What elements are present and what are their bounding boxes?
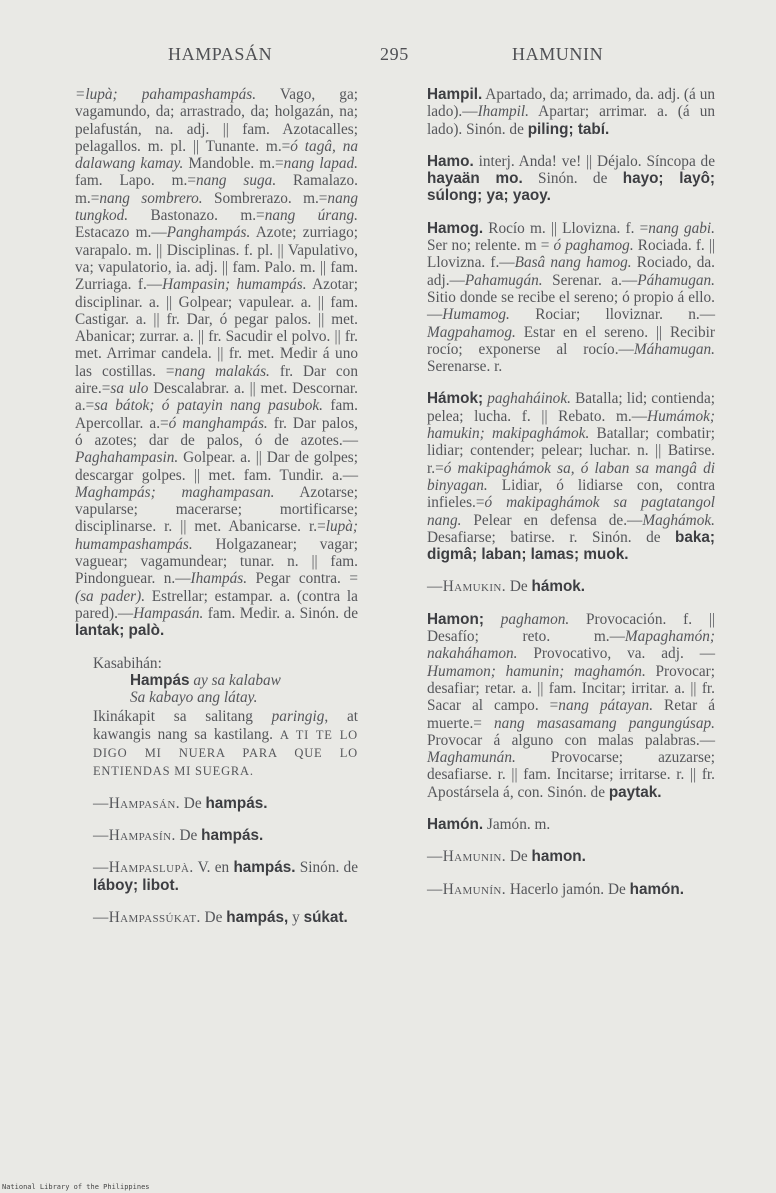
entry-text: Rocío m. || Llovizna. f. = bbox=[483, 219, 649, 237]
cross-reference: paytak. bbox=[608, 783, 662, 801]
entry-text: nang lapad. bbox=[283, 155, 358, 173]
entry-text: Magpahamog. bbox=[427, 323, 516, 341]
entry-text: Holgazanear; vagar; vaguear; vagamundear; tunar. n. || fam. Pindonguear. n.— bbox=[75, 535, 358, 588]
entry-text: fam. Lapo. m.= bbox=[75, 172, 196, 190]
entry-text: Provocación. f. || Desafío; reto. m.— bbox=[427, 610, 715, 646]
entry-text: Maghamunán. bbox=[427, 749, 516, 767]
entry-text: Rociada. f. || Llovizna. f.— bbox=[427, 237, 715, 272]
left-column bbox=[75, 86, 358, 941]
entry-text: Serenar. a.— bbox=[542, 271, 638, 289]
cross-reference: hayo; layô; súlong; ya; yaoy. bbox=[427, 170, 716, 205]
cross-reference: láboy; libot. bbox=[93, 876, 179, 894]
entry-text: Panghampás. bbox=[166, 224, 251, 242]
entry-text: nang suga. bbox=[195, 172, 277, 190]
right-column bbox=[409, 86, 715, 913]
headword: Hámok; bbox=[427, 390, 484, 408]
headword: —Hampasán. bbox=[93, 794, 180, 812]
entry-text: De bbox=[200, 908, 227, 926]
entry-text: nang gabi. bbox=[648, 219, 715, 237]
headword: —Hamunín. bbox=[427, 880, 506, 898]
entry-text: Pelear en defensa de.— bbox=[461, 511, 643, 529]
entry-text: Jamón. m. bbox=[483, 815, 551, 833]
entry-text: ó tagâ, na dalawang kamay. bbox=[75, 137, 358, 173]
entry-text: Sombrerazo. m.= bbox=[202, 189, 328, 207]
entry-text: De bbox=[175, 826, 202, 844]
entry-text: nang malakás. bbox=[174, 362, 270, 380]
cross-reference: hampás, bbox=[226, 908, 289, 926]
entry-text: Batallar; combatir; lidiar; contender; pelear; luchar. n. || Batirse. r.= bbox=[427, 425, 715, 477]
running-header-right: HAMUNIN bbox=[512, 44, 604, 64]
entry-text: Humamon; hamunin; maghamón. bbox=[427, 662, 646, 680]
entry-hamon bbox=[409, 611, 715, 801]
entry-text: nang pátayan. bbox=[558, 697, 654, 715]
entry-hamok bbox=[409, 390, 715, 563]
entry-text: Retar á muerte.= bbox=[427, 697, 715, 732]
entry-text: ó makipaghámok sa, ó laban sa mangâ di binyagan. bbox=[427, 459, 715, 494]
entry-text: y bbox=[288, 908, 304, 926]
entry-hamukin bbox=[409, 578, 715, 595]
entry-text: Pegar contra. = bbox=[247, 570, 358, 588]
entry-text: fr. Dar con aire.= bbox=[75, 362, 358, 398]
entry-text: nang sombrero. bbox=[99, 189, 203, 207]
entry-hamon-jamon bbox=[409, 816, 715, 833]
entry-text: Descalabrar. a. || met. Descornar. a.= bbox=[75, 380, 359, 415]
cross-reference: lantak; palò. bbox=[75, 622, 165, 640]
entry-hamo bbox=[409, 153, 715, 205]
headword: Hamon; bbox=[427, 610, 484, 628]
entry-hampasan bbox=[75, 795, 358, 812]
entry-text: Batalla; lid; contienda; pelea; lucha. f. || Rebato. m.— bbox=[427, 390, 715, 425]
entry-text: Apartado, da; arrimado, da. adj. (á un lado).— bbox=[427, 86, 715, 121]
library-watermark: National Library of the Philippines bbox=[2, 1183, 150, 1191]
entry-text: fr. Dar palos, ó azotes; dar de palos, ó de azotes.— bbox=[75, 414, 358, 449]
entry-text: De bbox=[179, 794, 206, 812]
entry-text: Provocarse; azuzarse; desafiarse. r. || fam. Incitarse; irritarse. r. || fr. Apostársela á, con. Sinón. de bbox=[427, 749, 715, 801]
cross-reference: hayaän mo. bbox=[427, 170, 523, 188]
entry-text: Hampasán. bbox=[133, 604, 204, 622]
entry-text: Provocativo, va. adj. — bbox=[517, 645, 715, 663]
entry-text: ó makipaghámok sa pagtatangol nang. bbox=[427, 494, 715, 529]
entry-text: fam. Apercollar. a.= bbox=[75, 397, 358, 432]
entry-hampasin bbox=[75, 827, 358, 844]
entry-hamog bbox=[409, 220, 715, 376]
entry-text: Lidiar, ó lidiarse con, contra infieles.= bbox=[427, 476, 715, 512]
entry-text: Ihampil. bbox=[477, 103, 529, 121]
entry-text: Paghahampasin. bbox=[75, 449, 179, 467]
entry-text: nang masasamang pangungúsap. bbox=[494, 714, 715, 732]
cross-reference: hamón. bbox=[629, 880, 684, 898]
entry-text: Máhamugan. bbox=[633, 340, 715, 358]
entry-text: Hampasin; humampás. bbox=[162, 276, 307, 294]
entry-hamunin-accented bbox=[409, 881, 715, 898]
entry-text: Estar en el sereno. || Recibir rocío; exponerse al rocío.— bbox=[427, 323, 715, 358]
headword: —Hamukin. bbox=[427, 578, 506, 596]
entry-text: Vago, ga; vagamundo, da; arrastrado, da; holgazán, na; pelafustán, na. adj. || fam. Azotacalles; pelagallos. m. pl. || Tunante. m.= bbox=[75, 86, 358, 155]
entry-text: Páhamugan. bbox=[637, 271, 715, 289]
entry-hampaslupa bbox=[75, 859, 358, 894]
proverb-label: Kasabihán: bbox=[93, 654, 162, 672]
entry-text: Rociar; lloviznar. n.— bbox=[509, 306, 715, 324]
entry-text: paghamon. bbox=[483, 610, 570, 628]
cross-reference: hámok. bbox=[531, 578, 586, 596]
entry-text: nang tungkod. bbox=[75, 189, 359, 225]
entry-text: Apartar; arrimar. a. (á un lado). Sinón. de bbox=[427, 103, 715, 138]
page-number: 295 bbox=[380, 44, 409, 64]
entry-text: Pahamugán. bbox=[464, 271, 543, 289]
entry-text: Desafiarse; batirse. r. Sinón. de bbox=[427, 528, 676, 546]
entry-text: De bbox=[506, 578, 532, 596]
proverb-text: ay sa kalabaw bbox=[189, 671, 281, 689]
entry-text: sa ulo bbox=[110, 380, 149, 398]
headword: —Hampasín. bbox=[93, 826, 176, 844]
headword: —Hampassúkat. bbox=[93, 908, 201, 926]
proverb-headword: Hampás bbox=[130, 671, 190, 689]
entry-text: nang úrang. bbox=[264, 207, 358, 225]
proverb-line-1 bbox=[75, 672, 358, 689]
entry-text: ó manghampás. bbox=[168, 414, 268, 432]
headword: Hamón. bbox=[427, 815, 484, 833]
entry-text: Maghámok. bbox=[642, 511, 715, 529]
entry-text: Humámok; hamukin; makipaghámok. bbox=[427, 407, 715, 443]
headword: Hamog. bbox=[427, 219, 484, 237]
entry-text: Bastonazo. m.= bbox=[128, 207, 265, 225]
entry-text: De bbox=[506, 848, 532, 866]
entry-text: Mapaghamón; nakaháhamon. bbox=[427, 628, 715, 663]
entry-text: =lupà; pahampashampás. bbox=[75, 86, 257, 103]
entry-text: Provocar; desafiar; retar. a. || fam. Incitar; irritar. a. || fr. Sacar al campo. = bbox=[427, 662, 716, 715]
entry-text: V. en bbox=[193, 859, 234, 877]
entry-text: ó paghamog. bbox=[553, 237, 634, 255]
entry-hampassukat bbox=[75, 909, 358, 926]
cross-reference: hampás. bbox=[201, 826, 264, 844]
entry-text: Azote; zurriago; varapalo. m. || Disciplinas. f. pl. || Vapulativo, va; vapulatorio, ia. adj. || fam. Palo. m. || fam. Zurriaga. f.— bbox=[75, 224, 358, 294]
cross-reference: piling; tabí. bbox=[527, 120, 610, 138]
entry-text: Estrellar; estampar. a. (contra la pared).— bbox=[75, 587, 358, 622]
running-header-left: HAMPASÁN bbox=[168, 44, 273, 64]
entry-text: Ihampás. bbox=[190, 570, 248, 588]
entry-text: fam. Medir. a. Sinón. de bbox=[203, 604, 358, 622]
entry-text: paringig bbox=[271, 708, 325, 726]
cross-reference: hampás. bbox=[205, 794, 268, 812]
headword: Hampil. bbox=[427, 86, 483, 103]
entry-text: Serenarse. r. bbox=[427, 358, 503, 376]
entry-text: Rociado, da. adj.— bbox=[427, 254, 715, 289]
spanish-equivalent: A TI TE LO DIGO MI NUERA PARA QUE LO ENTIENDAS MI SUEGRA. bbox=[93, 727, 358, 778]
entry-text: lupà; humampashampás. bbox=[75, 518, 358, 553]
entry-text: Mandoble. m.= bbox=[183, 155, 284, 173]
entry-text: Ramalazo. m.= bbox=[75, 172, 358, 207]
entry-text: Sitio donde se recibe el sereno; ó propio á ello.— bbox=[427, 288, 715, 324]
entry-text: Ikinákapit sa salitang bbox=[93, 708, 272, 726]
entry-text: Hacerlo jamón. De bbox=[506, 880, 630, 898]
cross-reference: súkat. bbox=[303, 908, 348, 926]
entry-text: Basâ nang hamog. bbox=[514, 254, 632, 272]
entry-text: Azotarse; vapularse; macerarse; mortificarse; disciplinarse. r. || met. Abanicarse. r.= bbox=[75, 483, 358, 536]
headword: —Hamunin. bbox=[427, 848, 506, 866]
entry-text: Golpear. a. || Dar de golpes; descargar golpes. || met. fam. Tundir. a.— bbox=[75, 449, 358, 484]
headword: Hamo. bbox=[427, 152, 474, 170]
entry-text: Ser no; relente. m = bbox=[427, 237, 554, 255]
entry-text: Sinón. de bbox=[522, 170, 623, 188]
entry-text: , at kawangis nang sa kastilang. bbox=[93, 708, 358, 743]
cross-reference: hamon. bbox=[531, 848, 586, 866]
entry-hampil bbox=[409, 86, 715, 138]
entry-text: (sa pader). bbox=[75, 587, 146, 605]
headword: —Hampaslupà. bbox=[93, 859, 194, 877]
cross-reference: baka; digmâ; laban; lamas; muok. bbox=[427, 528, 715, 564]
entry-text: sa bátok; ó patayin nang pasubok. bbox=[94, 397, 323, 415]
entry-text: Sinón. de bbox=[295, 859, 358, 877]
cross-reference: hampás. bbox=[233, 859, 296, 877]
entry-text: Provocar á alguno con malas palabras.— bbox=[427, 731, 715, 749]
entry-hamunin bbox=[409, 848, 715, 865]
entry-text: Estacazo m.— bbox=[75, 224, 167, 242]
entry-text: interj. Anda! ve! || Déjalo. Síncopa de bbox=[473, 152, 715, 170]
entry-hampas-continued bbox=[75, 86, 358, 640]
proverb-line-2: Sa kabayo ang látay. bbox=[130, 689, 258, 707]
entry-text: Maghampás; maghampasan. bbox=[75, 483, 275, 501]
entry-text: Azotar; disciplinar. a. || Golpear; vapulear. a. || fam. Castigar. a. || fr. Dar, ó pegar palos. || met. Abanicar; zurrar. a. || fr. Sacudir el polvo. || fr. met. Arrimar candela. || fr. met. Medir á uno las costillas. = bbox=[75, 276, 358, 380]
proverb-explanation bbox=[75, 708, 358, 779]
entry-text: paghaháinok. bbox=[483, 390, 571, 408]
entry-text: Humamog. bbox=[442, 306, 510, 324]
